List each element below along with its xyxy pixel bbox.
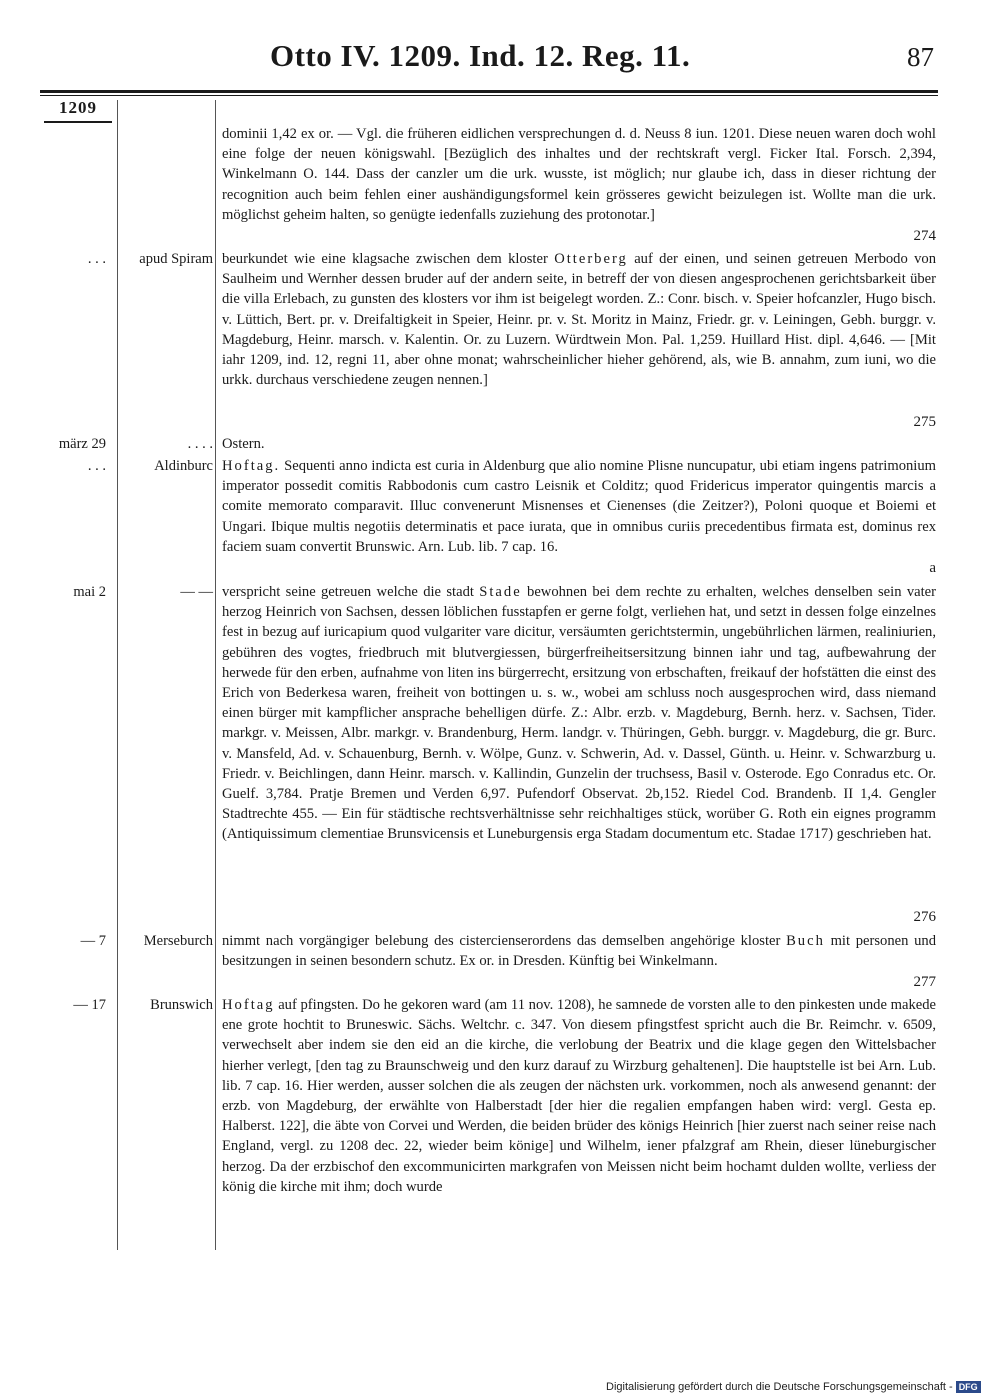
year-label: 1209 xyxy=(44,98,112,123)
entry-text-body: auf pfingsten. Do he gekoren ward (am 11 nov. 1208), he samnede de vorsten alle to den pinkesten unde makede ene grote hochtit to Bruneswic. Sächs. Weltchr. c. 347. Von diesem pfingstfest spricht auch die Br. Reimchr. v. 6509, verwechselt aber indem sie den eid an die kirche, die verlobung der Beatrix und die klage gegen den Wittelsbacher hierher verlegt, [den tag zu Braunschweig und den kurz darauf zu Wirzburg gehaltenen]. Die hauptstelle ist bei Arn. Lub. lib. 7 cap. 16. Hier werden, ausser solchen die als zeugen der nächsten urk. vorkommen, noch als anwesend genannt: der erzb. von Magdeburg, der erwählte von Halberstadt [der hier die regalien empfangen haben wird: vergl. Gesta ep. Halberst. 122], die äbte von Corvei und Werden, die beiden brüder des königs Heinrich [hier zuerst nach seiner reise nach England, vergl. zu 1208 dec. 22, wieder beim könige] und Wilhelm, iener pfalzgraf am Rhein, dieser lüneburgischer herzog. Da der erzbischof den excommunicirten markgrafen von Meissen nicht beim hochamt dulden wollte, verliess der könig die kirche mit ihm; doch wurde xyxy=(222,997,936,1195)
entry-place: — — xyxy=(180,584,213,600)
entry-text-body: bewohnen bei dem rechte zu erhalten, welches denselben sein vater herzog Heinrich von Sachsen, dessen löblichen fusstapfen er gerne folgt, verliehen hat, und setzt in dessen folge einzelnes fest in bezug auf iuricapium quod vulgariter vare dicitur, versäumten gerichtstermin, ungebührlichen lärmen, realiniurien, gebühren des vogtes, friedbruch mit blutvergiessen, bürgerfreiheitsersitzung binnen iahr und tag, aufbewahrung der herwede für den erben, aufnahme von liten ins bürgerrecht, ersitzung von erbschaften, freikauf der hofstätten die einst des Erich von Bederkesa waren, freiheit von bottingen u. s. w., wobei am schluss noch ausgesprochen wird, dass niemand einen bürger mit kampflicher ansprache behelligen dürfe. Z.: Albr. erzb. v. Magdeburg, Bernh. herz. v. Sachsen, Tider. markgr. v. Meissen, Albr. markgr. v. Brandenburg, Herm. landgr. v. Thüringen, Gebh. burggr. v. Magdeburg, die gr. Burc. v. Mansfeld, Ad. v. Schauenburg, Bernh. v. Wölpe, Gunz. v. Schwerin, Ad. v. Dassel, Günth. u. Heinr. v. Schwarzburg u. Friedr. v. Beichlingen, dann Heinr. marsch. v. Kallindin, Gunzelin der truchsess, Basil v. Osterode. Ego Conradus etc. Or. Guelf. 3,784. Pratje Bremen und Verden 6,97. Pufendorf Observat. 2b,152. Riedel Cod. Brandenb. II 1,4. Gengler Stadtrechte 455. — Ein für städtische rechtsverhältnisse sehr reichhaltiges stück, worüber G. Roth ein eignes programm (Antiquissimum clementiae Brunsvicensis et Luneburgensis erga Stadam documentum etc. Stadae 1717) geschrieben hat. xyxy=(222,584,936,843)
page-header xyxy=(0,38,1000,88)
entry-text xyxy=(222,995,936,1197)
entry-date: — 17 xyxy=(73,997,106,1013)
entry-text-spaced: Hoftag xyxy=(222,997,275,1013)
entry-text-spaced: Otterberg xyxy=(554,251,628,267)
entry-text-lead: nimmt nach vorgängiger belebung des cistercienserordens das demselben angehörige kloster xyxy=(222,933,787,949)
entry-date: mai 2 xyxy=(73,584,106,600)
header-rule-thick xyxy=(40,90,938,93)
page-title: Otto IV. 1209. Ind. 12. Reg. 11. xyxy=(270,38,691,73)
column-divider-date xyxy=(117,100,118,1250)
entry-number: 276 xyxy=(913,909,936,925)
entry-text xyxy=(222,931,936,971)
entry-date: . . . xyxy=(87,458,106,474)
entry-text-spaced: Hoftag. xyxy=(222,458,281,474)
entry-text xyxy=(222,434,936,454)
entry-date: märz 29 xyxy=(58,436,106,452)
entry-text-body: Ostern. xyxy=(222,436,265,452)
entry-text-lead: verspricht seine getreuen welche die stadt xyxy=(222,584,480,600)
entry-text-body: dominii 1,42 ex or. — Vgl. die früheren eidlichen versprechungen d. d. Neuss 8 iun. 1201. Diese neuen waren doch wohl eine folge der neuen königswahl. [Bezüglich des inhaltes und der rechtskraft vergl. Ficker Ital. Forsch. 2,394, Winkelmann O. 144. Dass der canzler um die urk. wusste, ist möglich; nur glaube ich, dass in dieser richtung der recognition auch beim fehlen einer aushändigungsformel kein grösseres gewicht beizulegen ist. Wollte man die urk. möglichst geheim halten, so genügte iedenfalls zuziehung des protonotar.] xyxy=(222,126,936,223)
entry-date: . . . xyxy=(87,251,106,267)
entry-number: 274 xyxy=(913,228,936,244)
entry-place: Merseburch xyxy=(143,933,213,949)
entry-place: Aldinburc xyxy=(154,458,213,474)
entry-date: — 7 xyxy=(80,933,106,949)
footer-text: Digitalisierung gefördert durch die Deutsche Forschungsgemeinschaft - xyxy=(606,1381,953,1393)
entry-number: 277 xyxy=(913,974,936,990)
entry-text-body: Sequenti anno indicta est curia in Aldenburg que alio nomine Plisne nuncupatur, ubi etiam ingens patrimonium imperator possedit comitis Rabbodonis cum castro Leisnik et Colditz; quod Fridericus imperator quingentis marcis a comite memorato comparavit. Illuc convenerunt Misnenses et Cienenses (die Zeitzer?), Poloni quoque et Boiemi et Ungari. Ibique multis negotiis determinatis et pace iurata, que in omnibus curiis precedentibus firmata est, dominus rex faciem suam convertit Brunswic. Arn. Lub. lib. 7 cap. 16. xyxy=(222,458,936,555)
entry-number: 275 xyxy=(913,414,936,430)
entry-text-spaced: Stade xyxy=(479,584,522,600)
entry-place: . . . . xyxy=(187,436,213,452)
entry-text-body: auf der einen, und seinen getreuen Merbodo von Saulheim und Wernher dessen bruder auf der andern seite, in betreff der von diesen angesprochenen gerichtsbarkeit über die villa Erlebach, zu gunsten des klosters vor ihm ist beigelegt worden. Z.: Conr. bisch. v. Speier hofcanzler, Hugo bisch. v. Lüttich, Bert. pr. v. Dreifaltigkeit in Speier, Heinr. pr. v. St. Moritz in Mainz, Friedr. gr. v. Leiningen, Gebh. burggr. v. Magdeburg, Heinr. marsch. v. Kalentin. Or. zu Luzern. Würdtwein Mon. Pal. 1,259. Huillard Hist. dipl. 4,646. — [Mit iahr 1209, ind. 12, regni 11, aber ohne monat; wahrscheinlicher hieher gehörend, als, wie B. annahm, zum iuni, wo die urkk. durchaus verschiedene zeugen nennen.] xyxy=(222,251,936,389)
entry-place: Brunswich xyxy=(150,997,213,1013)
page-number: 87 xyxy=(907,42,934,72)
entry-text xyxy=(222,124,936,246)
entry-text-body: mit personen und besitzungen in seinen besondern schutz. Ex or. in Dresden. Künftig bei Winkelmann. xyxy=(222,933,936,970)
digitization-footer xyxy=(606,1381,981,1393)
entry-place: apud Spiram xyxy=(139,251,213,267)
dfg-logo: DFG xyxy=(956,1381,981,1393)
entry-text xyxy=(222,582,936,845)
entry-text xyxy=(222,249,936,390)
column-divider-place xyxy=(215,100,216,1250)
entry-number: a xyxy=(929,560,936,576)
entry-text xyxy=(222,456,936,557)
entry-text-spaced: Buch xyxy=(786,933,825,949)
entry-text-lead: beurkundet wie eine klagsache zwischen dem kloster xyxy=(222,251,555,267)
header-rule-thin xyxy=(40,95,938,96)
